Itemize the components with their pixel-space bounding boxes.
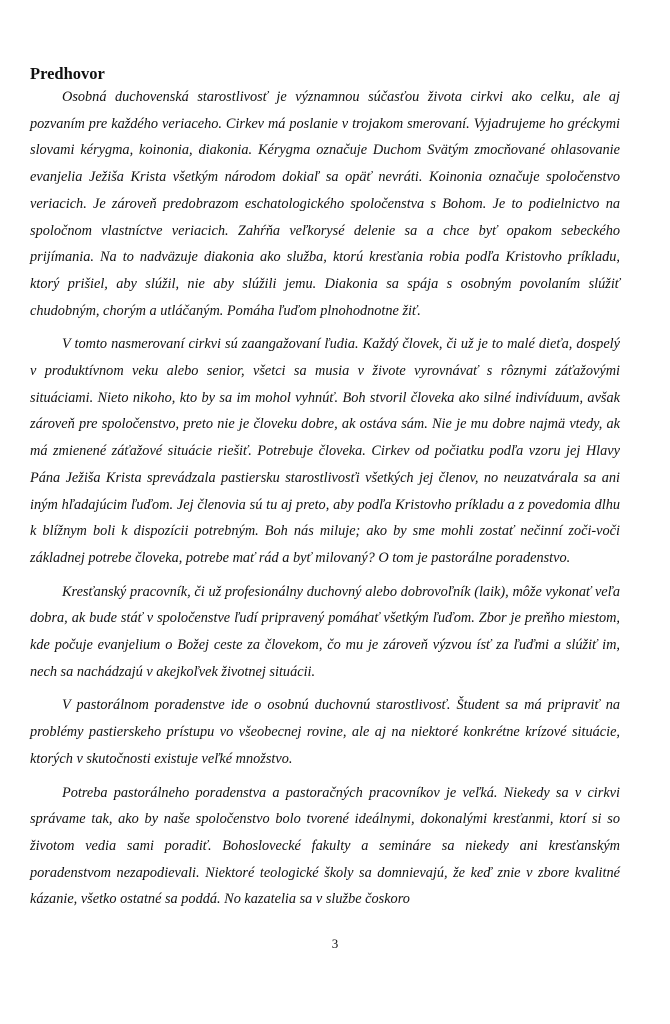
paragraph-4: V pastorálnom poradenstve ide o osobnú duchovnú starostlivosť. Študent sa má pripraviť na problémy pastierskeho prístupu vo všeobecnej rovine, ale aj na niektoré konkrétne krízové situácie, ktorých v skutočnosti existuje veľké množstvo. — [30, 697, 620, 767]
paragraph-1: Osobná duchovenská starostlivosť je významnou súčasťou života cirkvi ako celku, ale aj pozvaním pre každého veriaceho. Cirkev má poslanie v trojakom smerovaní. Vyjadrujeme ho gréckymi slovami kérygma, koinonia, diakonia. Kérygma označuje Duchom Svätým zmocňované ohlasovanie evanjelia Ježiša Krista všetkým národom dokiaľ sa opäť nevráti. Koinonia označuje spoločenstvo veriacich. Je zároveň predobrazom eschatologického spoločenstva s Bohom. Je to podielnictvo na spoločnom vlastníctve veriacich. Zahŕňa veľkorysé delenie sa a chce byť opakom sebeckého prijímania. Na to nadväzuje diakonia ako služba, ktorú kresťania robia podľa Kristovho príkladu, ktorý prišiel, aby slúžil, nie aby slúžili jemu. Diakonia sa spája s osobným povolaním slúžiť chudobným, chorým a utláčaným. Pomáha ľuďom plnohodnotne žiť. — [30, 89, 620, 319]
page-title: Predhovor — [30, 64, 105, 83]
paragraph-5: Potreba pastorálneho poradenstva a pastoračných pracovníkov je veľká. Niekedy sa v cirkvi správame tak, ako by naše spoločenstvo bolo tvorené ideálnymi, dokonalými kresťanmi, ktorí si so životom vedia sami poradiť. Bohoslovecké fakulty a semináre sa niekedy ani kresťanským poradenstvom nezapodievali. Niektoré teologické školy sa domnievajú, že keď znie v zbore kvalitné kázanie, všetko ostatné sa poddá. No kazatelia sa v službe čoskoro — [30, 784, 620, 908]
page-number: 3 — [331, 936, 339, 951]
paragraph-2: V tomto nasmerovaní cirkvi sú zaangažovaní ľudia. Každý človek, či už je to malé dieťa, dospelý v produktívnom veku alebo senior, všetci sa musia v živote vyrovnávať s rôznymi záťažovými situáciami. Nieto nikoho, kto by sa im mohol vyhnúť. Boh stvoril človeka ako silné indivíduum, avšak zároveň pre spoločenstvo, preto nie je človeku dobre, ak ostáva sám. Nie je mu dobre najmä vtedy, ak má zmienené záťažové situácie riešiť. Potrebuje človeka. Cirkev od počiatku podľa vzoru jej Hlavy Pána Ježiša Krista sprevádzala pastiersku starostlivosťi všetkých jej členov, no neuzatvárala sa ani iným hľadajúcim ľuďom. Jej členovia sú tu aj preto, aby podľa Kristovho príkladu a z povedomia dlhu k blížnym boli k dispozícii potrebným. Boh nás miluje; ako by sme mohli zostať nečinní zoči-voči základnej potrebe človeka, potrebe mať rád a byť milovaný? O tom je pastorálne poradenstvo. — [30, 336, 620, 566]
paragraph-3: Kresťanský pracovník, či už profesionálny duchovný alebo dobrovoľník (laik), môže vykonať veľa dobra, ak bude stáť v spoločenstve ľudí pripravený pomáhať všetkým ľuďom. Zbor je preňho miestom, kde počuje evanjelium o Božej ceste za človekom, čo mu je zároveň výzvou ísť za ľuďmi a slúžiť im, nech sa nachádzajú v akejkoľvek životnej situácii. — [30, 583, 620, 680]
page-body — [30, 64, 620, 920]
